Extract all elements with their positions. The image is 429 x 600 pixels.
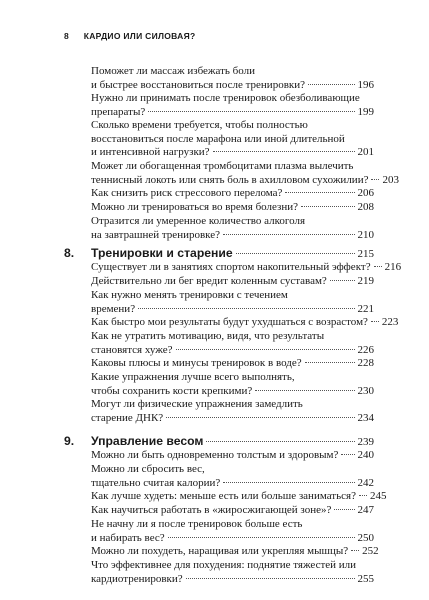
leader-dots [359,495,367,496]
toc-entry-text: Как лучше худеть: меньше есть или больше заниматься? [91,490,356,502]
toc-entry-text: Нужно ли принимать после тренировок обезболивающие [91,92,360,104]
toc-entry-page: 228 [357,357,374,369]
toc-entry [91,201,374,215]
toc-entry-page: 242 [357,476,374,489]
toc-entry-text: и интенсивной нагрузки? [91,146,210,159]
toc-entry [91,65,374,92]
toc-entry-text: Можно ли быть одновременно толстым и здоровым? [91,449,339,461]
toc-entry-text: на завтрашней тренировке? [91,228,220,241]
running-title: КАРДИО ИЛИ СИЛОВАЯ? [83,31,196,41]
toc-entry [91,160,399,187]
toc-entry-page: 203 [382,173,399,186]
chapter-page: 239 [357,436,374,448]
toc-entry-text: Можно ли сбросить вес, [91,463,205,475]
leader-dots [236,253,355,254]
leader-dots [371,321,379,322]
toc-entry-text: Не начну ли я после тренировок больше есть [91,518,303,530]
chapter-title: Управление весом [91,434,204,448]
leader-dots [301,206,354,207]
toc-entry [91,463,374,490]
page-number: 8 [64,31,70,41]
toc-entry-text: Сколько времени требуется, чтобы полностью [91,119,308,131]
leader-dots [213,151,355,152]
toc-entry-page: 216 [384,261,402,273]
toc-entry-text: Можно ли похудеть, наращивая или укрепляя мышцы? [91,545,349,557]
toc-entry-page: 208 [357,201,374,213]
toc-entry-text: Как не утратить мотивацию, видя, что результаты [91,330,325,342]
toc-entry-text: теннисный локоть или снять боль в ахилловом сухожилии? [91,173,369,186]
toc-entry-text: Может ли обогащенная тромбоцитами плазма вылечить [91,160,354,172]
leader-dots [206,441,354,442]
leader-dots [305,362,355,363]
toc-entry-page: 221 [357,302,374,315]
toc-entry-page: 226 [357,343,374,356]
toc-entry-page: 234 [357,411,374,424]
toc-entry-text: и быстрее восстановиться после тренировки? [91,78,305,91]
toc-entry-page: 210 [357,228,374,241]
leader-dots [166,417,354,418]
toc-entry-text: Отразится ли умеренное количество алкоголя [91,215,306,227]
leader-dots [148,111,354,112]
toc-entry-page: 230 [357,384,374,397]
toc-entry-page: 201 [357,146,374,159]
toc-entry [91,92,374,119]
toc-entry-text: Как нужно менять тренировки с течением [91,289,288,301]
toc-entry-page: 240 [357,449,374,461]
toc-entry-page: 199 [357,105,374,118]
toc-entry-text: Какие упражнения лучше всего выполнять, [91,371,295,383]
toc-entry [91,316,399,330]
leader-dots [168,537,355,538]
toc-entry-text: Что эффективнее для похудения: поднятие тяжестей или [91,559,357,571]
toc-entry-text: старение ДНК? [91,411,164,424]
toc-entry [91,559,374,586]
toc-entry-text: Действительно ли бег вредит коленным суставам? [91,275,327,287]
toc-entry-page: 247 [357,504,374,516]
toc-entry-page: 245 [369,490,387,502]
toc-entry-text: Могут ли физические упражнения замедлить [91,398,303,410]
toc-entry-page: 250 [357,531,374,544]
toc-entry [91,275,374,289]
toc-entry [91,357,374,371]
chapter-number: 9. [64,434,75,448]
chapter-title: Тренировки и старение [91,246,233,260]
chapter-heading [64,434,374,448]
toc-entry [91,330,374,357]
toc-entry [91,215,374,242]
toc-entry-page: 196 [357,78,374,91]
leader-dots [223,234,355,235]
leader-dots [330,280,355,281]
toc-entry-text: Существует ли в занятиях спортом накопительный эффект? [91,261,371,273]
leader-dots [341,454,354,455]
toc-entry-text: Как снизить риск стрессового перелома? [91,187,283,199]
toc-entry-text: Как научиться работать в «жиросжигающей зоне»? [91,504,332,516]
toc-entry-page: 206 [357,187,374,199]
toc-entry [91,545,379,559]
toc-entry [91,518,374,545]
toc-entry [91,261,402,275]
toc-entry-text: кардиотренировки? [91,572,183,585]
toc-entry-text: тщательно считая калории? [91,476,221,489]
toc-entry [91,119,374,160]
leader-dots [334,509,354,510]
leader-dots [138,308,354,309]
toc-entry-page: 223 [381,316,399,328]
running-header [64,31,196,41]
leader-dots [186,578,355,579]
leader-dots [371,179,379,180]
toc-entry-text: времени? [91,302,136,315]
toc-entry-text: и набирать вес? [91,531,165,544]
leader-dots [308,84,355,85]
toc-entry-text: Поможет ли массаж избежать боли [91,65,256,77]
leader-dots [255,390,354,391]
toc-entry [91,187,374,201]
toc-entry-page: 252 [362,545,379,557]
chapter-number: 8. [64,246,75,260]
leader-dots [285,192,354,193]
toc-entry-text: Как быстро мои результаты будут ухудшаться с возрастом? [91,316,368,328]
chapter-page: 215 [357,248,374,260]
chapter-heading [64,246,374,260]
toc-entry [91,449,374,463]
toc-entry-text: чтобы сохранить кости крепкими? [91,384,253,397]
toc-entry [91,371,374,398]
toc-entry-text: Каковы плюсы и минусы тренировок в воде? [91,357,302,369]
toc-entry-text: Можно ли тренироваться во время болезни? [91,201,299,213]
toc-entry [91,490,387,504]
leader-dots [351,550,359,551]
leader-dots [223,482,354,483]
toc-entry-page: 255 [357,572,374,585]
toc-entry [91,289,374,316]
toc-entry-page: 219 [357,275,374,287]
toc-entry-text: становятся хуже? [91,343,173,356]
toc-entry [91,504,374,518]
leader-dots [374,266,382,267]
toc-entry-text: восстановиться после марафона или иной длительной [91,132,345,145]
toc-entry-text: препараты? [91,105,146,118]
leader-dots [176,349,355,350]
toc-entry [91,398,374,425]
